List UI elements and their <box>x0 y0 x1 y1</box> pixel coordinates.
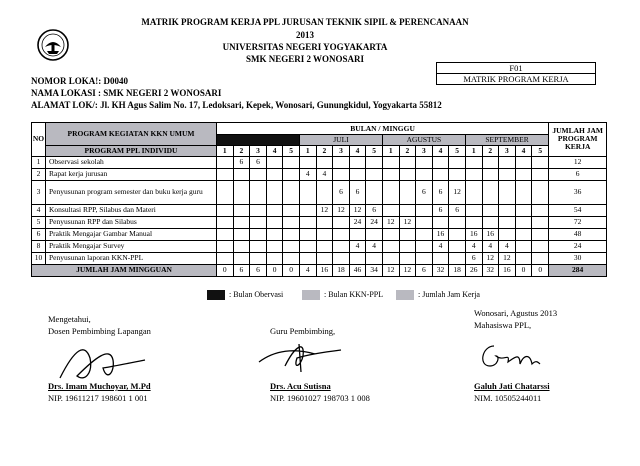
legend-jumlah-label: : Jumlah Jam Kerja <box>418 290 480 299</box>
row-cell <box>432 216 449 228</box>
week-header: 4 <box>432 145 449 156</box>
row-cell <box>515 240 532 252</box>
footer-cell: 0 <box>217 264 234 276</box>
row-cell: 6 <box>349 180 366 204</box>
week-header: 4 <box>266 145 283 156</box>
row-activity: Observasi sekolah <box>46 156 217 168</box>
footer-cell: 0 <box>515 264 532 276</box>
row-cell: 16 <box>465 228 482 240</box>
row-cell <box>366 252 383 264</box>
form-code: F01 <box>509 63 523 73</box>
row-cell <box>233 216 250 228</box>
row-cell <box>416 168 433 180</box>
row-total: 72 <box>549 216 607 228</box>
footer-cell: 12 <box>399 264 416 276</box>
footer-cell: 16 <box>499 264 516 276</box>
info-nomor: NOMOR LOKA!: D0040 <box>31 76 128 86</box>
footer-cell: 0 <box>266 264 283 276</box>
row-cell <box>382 168 399 180</box>
row-cell <box>266 216 283 228</box>
signature-left-icon <box>55 338 165 386</box>
row-cell <box>266 168 283 180</box>
info-alamat: ALAMAT LOK/: Jl. KH Agus Salim No. 17, Ledoksari, Kepek, Wonosari, Gunungkidul, Yogyakarta 55812 <box>31 100 442 110</box>
row-cell <box>449 240 466 252</box>
legend-swatch-jumlah <box>396 290 414 300</box>
row-cell <box>482 216 499 228</box>
row-cell <box>416 252 433 264</box>
sig-left-line1: Mengetahui, <box>48 314 91 324</box>
row-activity: Penyusunan RPP dan Silabus <box>46 216 217 228</box>
form-code-box <box>436 62 596 85</box>
footer-cell: 0 <box>532 264 549 276</box>
row-cell <box>333 156 350 168</box>
week-header: 3 <box>250 145 267 156</box>
week-header: 1 <box>299 145 316 156</box>
sig-middle-name: Drs. Acu Sutisna <box>270 381 331 391</box>
row-cell <box>465 204 482 216</box>
row-no: 4 <box>32 204 46 216</box>
row-cell: 6 <box>416 180 433 204</box>
row-cell <box>416 228 433 240</box>
week-header: 1 <box>382 145 399 156</box>
row-cell <box>449 156 466 168</box>
row-cell <box>499 156 516 168</box>
row-cell: 12 <box>333 204 350 216</box>
week-header: 1 <box>217 145 234 156</box>
sig-left-nip: NIP. 19611217 198601 1 001 <box>48 393 148 403</box>
row-total: 36 <box>549 180 607 204</box>
week-header: 3 <box>416 145 433 156</box>
row-cell <box>217 204 234 216</box>
row-cell <box>266 240 283 252</box>
row-cell <box>366 168 383 180</box>
row-cell <box>515 156 532 168</box>
row-cell <box>465 180 482 204</box>
footer-cell: 18 <box>449 264 466 276</box>
row-cell <box>316 252 333 264</box>
header-line-3: UNIVERSITAS NEGERI YOGYAKARTA <box>222 42 388 52</box>
row-cell: 16 <box>432 228 449 240</box>
row-cell <box>299 228 316 240</box>
row-cell <box>250 204 267 216</box>
row-cell: 12 <box>399 216 416 228</box>
row-cell: 12 <box>316 204 333 216</box>
week-header: 4 <box>349 145 366 156</box>
row-cell <box>217 168 234 180</box>
row-cell <box>316 240 333 252</box>
row-cell: 12 <box>449 180 466 204</box>
row-cell <box>482 156 499 168</box>
row-cell <box>399 252 416 264</box>
row-cell <box>266 252 283 264</box>
month-juli: JULI <box>299 135 382 146</box>
row-cell: 4 <box>349 240 366 252</box>
row-cell: 6 <box>333 180 350 204</box>
row-cell <box>499 228 516 240</box>
row-cell <box>250 240 267 252</box>
header-line-4: SMK NEGERI 2 WONOSARI <box>245 54 365 64</box>
row-cell <box>399 156 416 168</box>
row-total: 48 <box>549 228 607 240</box>
row-cell <box>465 216 482 228</box>
table-row <box>32 240 607 252</box>
row-cell <box>515 252 532 264</box>
legend-observasi <box>207 290 283 300</box>
row-cell <box>333 228 350 240</box>
table-row <box>32 180 607 204</box>
week-header: 5 <box>449 145 466 156</box>
row-cell <box>465 156 482 168</box>
row-cell <box>316 228 333 240</box>
signature-middle-icon <box>255 336 345 376</box>
row-cell <box>299 252 316 264</box>
row-cell: 24 <box>349 216 366 228</box>
row-cell <box>532 228 549 240</box>
signature-right-icon <box>474 340 544 374</box>
table-row <box>32 252 607 264</box>
row-cell <box>399 240 416 252</box>
row-cell <box>266 156 283 168</box>
row-cell: 4 <box>299 168 316 180</box>
form-title: MATRIK PROGRAM KERJA <box>437 73 595 84</box>
row-cell <box>250 252 267 264</box>
row-cell <box>217 240 234 252</box>
sig-left-line2: Dosen Pembimbing Lapangan <box>48 326 151 336</box>
row-cell <box>250 216 267 228</box>
row-cell: 6 <box>449 204 466 216</box>
header-sub: PROGRAM PPL INDIVIDU <box>46 145 217 156</box>
week-header: 2 <box>233 145 250 156</box>
row-cell: 4 <box>432 240 449 252</box>
row-cell <box>250 180 267 204</box>
table-row <box>32 168 607 180</box>
row-cell <box>316 180 333 204</box>
row-cell: 6 <box>366 204 383 216</box>
footer-label: JUMLAH JAM MINGGUAN <box>32 264 217 276</box>
week-header: 1 <box>465 145 482 156</box>
row-cell <box>499 180 516 204</box>
week-header: 3 <box>333 145 350 156</box>
week-header: 2 <box>399 145 416 156</box>
row-cell <box>532 216 549 228</box>
row-cell <box>299 180 316 204</box>
row-total: 12 <box>549 156 607 168</box>
row-cell <box>333 168 350 180</box>
row-cell <box>515 168 532 180</box>
row-cell <box>449 228 466 240</box>
header-line-2: 2013 <box>296 30 314 40</box>
row-cell <box>432 252 449 264</box>
row-total: 24 <box>549 240 607 252</box>
program-matrix-table <box>31 122 607 277</box>
row-activity: Konsultasi RPP, Silabus dan Materi <box>46 204 217 216</box>
row-cell <box>283 204 300 216</box>
row-cell <box>233 204 250 216</box>
row-no: 3 <box>32 180 46 204</box>
row-cell <box>299 240 316 252</box>
row-cell <box>233 180 250 204</box>
table-row <box>32 156 607 168</box>
row-cell <box>499 216 516 228</box>
row-cell <box>432 156 449 168</box>
row-cell <box>217 156 234 168</box>
month-agustus: AGUSTUS <box>382 135 465 146</box>
table-row <box>32 228 607 240</box>
row-no: 1 <box>32 156 46 168</box>
row-cell <box>382 180 399 204</box>
sig-right-name: Galuh Jati Chatarssi <box>474 381 550 391</box>
row-cell <box>482 180 499 204</box>
row-cell <box>382 156 399 168</box>
week-header: 3 <box>499 145 516 156</box>
row-cell: 6 <box>233 156 250 168</box>
row-cell: 6 <box>432 180 449 204</box>
legend-kkn <box>302 290 383 300</box>
row-cell <box>283 216 300 228</box>
footer-total: 284 <box>549 264 607 276</box>
week-header: 2 <box>316 145 333 156</box>
legend-swatch-kkn <box>302 290 320 300</box>
row-cell <box>515 228 532 240</box>
row-no: 6 <box>32 228 46 240</box>
row-cell: 4 <box>499 240 516 252</box>
university-logo-icon <box>37 29 69 61</box>
row-activity: Praktik Mengajar Gambar Manual <box>46 228 217 240</box>
row-cell <box>217 216 234 228</box>
row-cell: 6 <box>250 156 267 168</box>
row-cell: 12 <box>482 252 499 264</box>
sig-right-nip: NIM. 10505244011 <box>474 393 542 403</box>
row-cell <box>482 168 499 180</box>
footer-cell: 32 <box>432 264 449 276</box>
row-cell <box>266 228 283 240</box>
row-cell <box>299 216 316 228</box>
legend-jumlah <box>396 290 480 300</box>
row-cell <box>465 168 482 180</box>
row-cell <box>266 204 283 216</box>
month-observasi <box>217 135 300 146</box>
row-cell <box>250 228 267 240</box>
row-cell: 4 <box>366 240 383 252</box>
row-cell <box>349 168 366 180</box>
table-row <box>32 204 607 216</box>
legend-observasi-label: : Bulan Obervasi <box>229 290 284 299</box>
row-total: 6 <box>549 168 607 180</box>
row-cell <box>399 228 416 240</box>
row-cell <box>449 216 466 228</box>
header-jumlah: JUMLAH JAM PROGRAM KERJA <box>549 123 607 157</box>
row-cell <box>399 180 416 204</box>
row-cell: 16 <box>482 228 499 240</box>
row-activity: Penyusunan laporan KKN-PPL <box>46 252 217 264</box>
row-cell: 12 <box>382 216 399 228</box>
row-cell <box>299 204 316 216</box>
row-cell <box>515 204 532 216</box>
row-cell <box>349 156 366 168</box>
row-cell <box>532 252 549 264</box>
header-bulan: BULAN / MINGGU <box>217 123 549 135</box>
row-cell <box>382 204 399 216</box>
footer-cell: 4 <box>299 264 316 276</box>
row-cell <box>399 204 416 216</box>
row-cell <box>366 180 383 204</box>
row-no: 10 <box>32 252 46 264</box>
legend-swatch-dark <box>207 290 225 300</box>
row-cell <box>349 252 366 264</box>
row-cell <box>515 180 532 204</box>
row-cell <box>233 228 250 240</box>
row-cell <box>333 216 350 228</box>
row-cell: 12 <box>499 252 516 264</box>
legend-kkn-label: : Bulan KKN-PPL <box>324 290 384 299</box>
week-header: 5 <box>366 145 383 156</box>
row-total: 54 <box>549 204 607 216</box>
row-cell <box>499 168 516 180</box>
row-cell <box>382 228 399 240</box>
footer-cell: 32 <box>482 264 499 276</box>
row-activity: Penyusunan program semester dan buku kerja guru <box>46 180 217 204</box>
row-cell <box>532 168 549 180</box>
row-cell <box>233 252 250 264</box>
footer-cell: 0 <box>283 264 300 276</box>
header-no: NO <box>32 123 46 157</box>
row-cell: 6 <box>465 252 482 264</box>
row-cell <box>432 168 449 180</box>
row-cell: 4 <box>316 168 333 180</box>
row-cell: 4 <box>465 240 482 252</box>
row-cell <box>532 240 549 252</box>
row-cell <box>283 168 300 180</box>
header-line-1: MATRIK PROGRAM KERJA PPL JURUSAN TEKNIK SIPIL & PERENCANAAN <box>141 17 469 27</box>
row-no: 8 <box>32 240 46 252</box>
row-cell <box>382 240 399 252</box>
sig-right-line2: Mahasiswa PPL, <box>474 320 532 330</box>
table-row <box>32 216 607 228</box>
week-header: 2 <box>482 145 499 156</box>
row-cell: 4 <box>482 240 499 252</box>
footer-cell: 34 <box>366 264 383 276</box>
row-cell <box>449 252 466 264</box>
sig-right-line1: Wonosari, Agustus 2013 <box>474 308 558 318</box>
row-cell <box>299 156 316 168</box>
header-program: PROGRAM KEGIATAN KKN UMUM <box>46 123 217 146</box>
row-no: 5 <box>32 216 46 228</box>
row-cell <box>449 168 466 180</box>
row-cell <box>283 156 300 168</box>
table-footer-row <box>32 264 607 276</box>
row-cell <box>283 240 300 252</box>
row-cell: 12 <box>349 204 366 216</box>
row-cell <box>416 156 433 168</box>
footer-cell: 6 <box>416 264 433 276</box>
row-cell <box>366 156 383 168</box>
row-cell <box>283 228 300 240</box>
row-cell <box>217 228 234 240</box>
row-cell <box>217 180 234 204</box>
footer-cell: 16 <box>316 264 333 276</box>
footer-cell: 6 <box>233 264 250 276</box>
sig-left-name: Drs. Imam Muchoyar, M.Pd <box>48 381 151 391</box>
row-no: 2 <box>32 168 46 180</box>
week-header: 5 <box>283 145 300 156</box>
row-cell <box>233 168 250 180</box>
footer-cell: 26 <box>465 264 482 276</box>
row-cell <box>382 252 399 264</box>
info-nama: NAMA LOKASI : SMK NEGERI 2 WONOSARI <box>31 88 222 98</box>
row-cell <box>349 228 366 240</box>
row-cell <box>316 216 333 228</box>
row-cell: 24 <box>366 216 383 228</box>
row-cell <box>283 180 300 204</box>
footer-cell: 12 <box>382 264 399 276</box>
row-cell <box>283 252 300 264</box>
sig-middle-nip: NIP. 19601027 198703 1 008 <box>270 393 370 403</box>
month-september: SEPTEMBER <box>465 135 548 146</box>
row-cell: 6 <box>432 204 449 216</box>
row-cell <box>416 240 433 252</box>
row-activity: Praktik Mengajar Survey <box>46 240 217 252</box>
row-cell <box>366 228 383 240</box>
row-cell <box>499 204 516 216</box>
row-cell <box>532 204 549 216</box>
footer-cell: 46 <box>349 264 366 276</box>
row-cell <box>399 168 416 180</box>
row-cell <box>233 240 250 252</box>
row-cell <box>333 252 350 264</box>
row-cell <box>416 216 433 228</box>
row-activity: Rapat kerja jurusan <box>46 168 217 180</box>
row-cell <box>217 252 234 264</box>
row-cell <box>515 216 532 228</box>
row-cell <box>266 180 283 204</box>
row-cell <box>532 180 549 204</box>
footer-cell: 18 <box>333 264 350 276</box>
sig-middle-line1: Guru Pembimbing, <box>270 326 336 336</box>
row-cell <box>482 204 499 216</box>
row-total: 30 <box>549 252 607 264</box>
row-cell <box>250 168 267 180</box>
row-cell <box>316 156 333 168</box>
row-cell <box>333 240 350 252</box>
week-header: 4 <box>515 145 532 156</box>
row-cell <box>416 204 433 216</box>
footer-cell: 6 <box>250 264 267 276</box>
row-cell <box>532 156 549 168</box>
week-header: 5 <box>532 145 549 156</box>
